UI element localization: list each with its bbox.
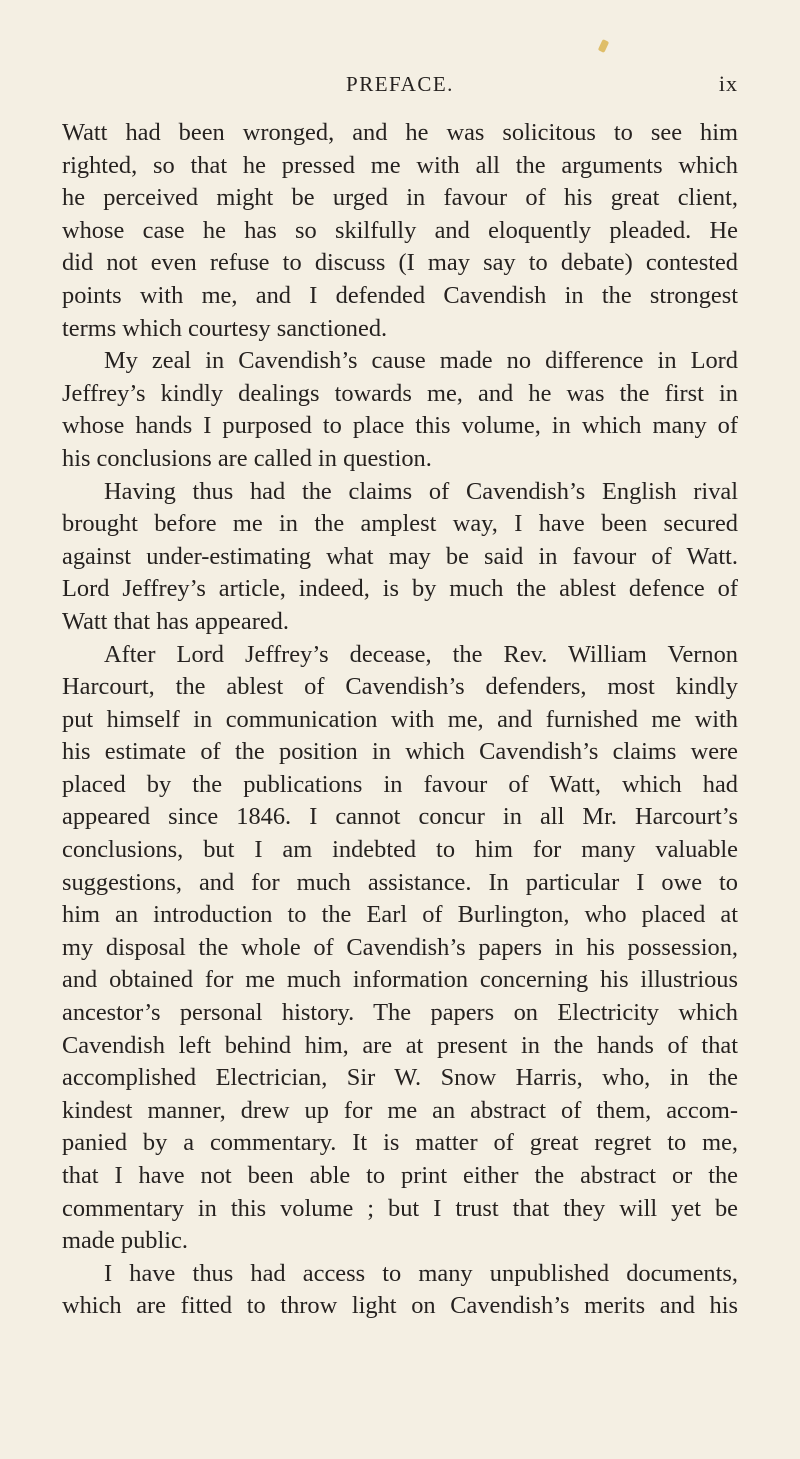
text-line: made public. — [62, 1227, 188, 1255]
text-line: whose case he has so skilfully and eloquently pleaded. He — [62, 216, 738, 244]
text-line: ancestor’s personal history. The papers on Electricity which — [62, 999, 738, 1027]
page-number: ix — [718, 71, 738, 96]
text-line: Lord Jeffrey’s article, indeed, is by much the ablest defence of — [62, 575, 738, 603]
text-line: brought before me in the amplest way, I have been secured — [62, 510, 738, 538]
text-line: commentary in this volume ; but I trust that they will yet be — [62, 1194, 738, 1222]
text-line: placed by the publications in favour of Watt, which had — [62, 770, 738, 798]
text-line: my disposal the whole of Cavendish’s papers in his possession, — [62, 933, 738, 961]
text-line: Watt had been wronged, and he was solicitous to see him — [62, 119, 738, 146]
text-line: conclusions, but I am indebted to him for many valuable — [62, 836, 738, 864]
text-line: he perceived might be urged in favour of his great client, — [62, 184, 738, 212]
ink-spot — [598, 39, 609, 53]
text-line: kindest manner, drew up for me an abstract of them, accom- — [62, 1096, 738, 1124]
text-line: whose hands I purposed to place this volume, in which many of — [62, 412, 738, 440]
text-line: Having thus had the claims of Cavendish’s English rival — [104, 477, 738, 505]
text-line: suggestions, and for much assistance. In particular I owe to — [62, 868, 738, 896]
text-line: righted, so that he pressed me with all the arguments which — [62, 151, 738, 179]
text-line: appeared since 1846. I cannot concur in all Mr. Harcourt’s — [62, 803, 738, 831]
text-line: Cavendish left behind him, are at present in the hands of that — [62, 1031, 738, 1059]
running-header — [62, 64, 738, 104]
text-line: I have thus had access to many unpublished documents, — [104, 1259, 738, 1287]
text-line: that I have not been able to print either the abstract or the — [62, 1162, 738, 1189]
text-line: terms which courtesy sanctioned. — [62, 314, 388, 342]
text-line: which are fitted to throw light on Cavendish’s merits and his — [62, 1292, 738, 1320]
body-text — [62, 117, 738, 1323]
text-line: and obtained for me much information concerning his illustrious — [62, 966, 738, 994]
text-line: against under-estimating what may be said in favour of Watt. — [62, 542, 738, 570]
text-line: put himself in communication with me, and furnished me with — [62, 705, 738, 733]
text-line: him an introduction to the Earl of Burlington, who placed at — [62, 901, 738, 929]
text-line: did not even refuse to discuss (I may say to debate) contested — [62, 249, 738, 277]
text-line: his conclusions are called in question. — [62, 444, 432, 472]
text-line: My zeal in Cavendish’s cause made no difference in Lord — [104, 347, 738, 375]
text-line: Harcourt, the ablest of Cavendish’s defenders, most kindly — [62, 673, 738, 701]
text-line: his estimate of the position in which Cavendish’s claims were — [62, 738, 738, 766]
text-line: After Lord Jeffrey’s decease, the Rev. William Vernon — [104, 640, 738, 668]
text-line: panied by a commentary. It is matter of great regret to me, — [62, 1129, 738, 1157]
text-line: accomplished Electrician, Sir W. Snow Harris, who, in the — [62, 1064, 738, 1092]
text-line: Watt that has appeared. — [62, 607, 289, 635]
text-line: points with me, and I defended Cavendish in the strongest — [62, 281, 738, 309]
running-title: PREFACE. — [346, 72, 454, 96]
text-line: Jeffrey’s kindly dealings towards me, and he was the first in — [62, 379, 738, 407]
